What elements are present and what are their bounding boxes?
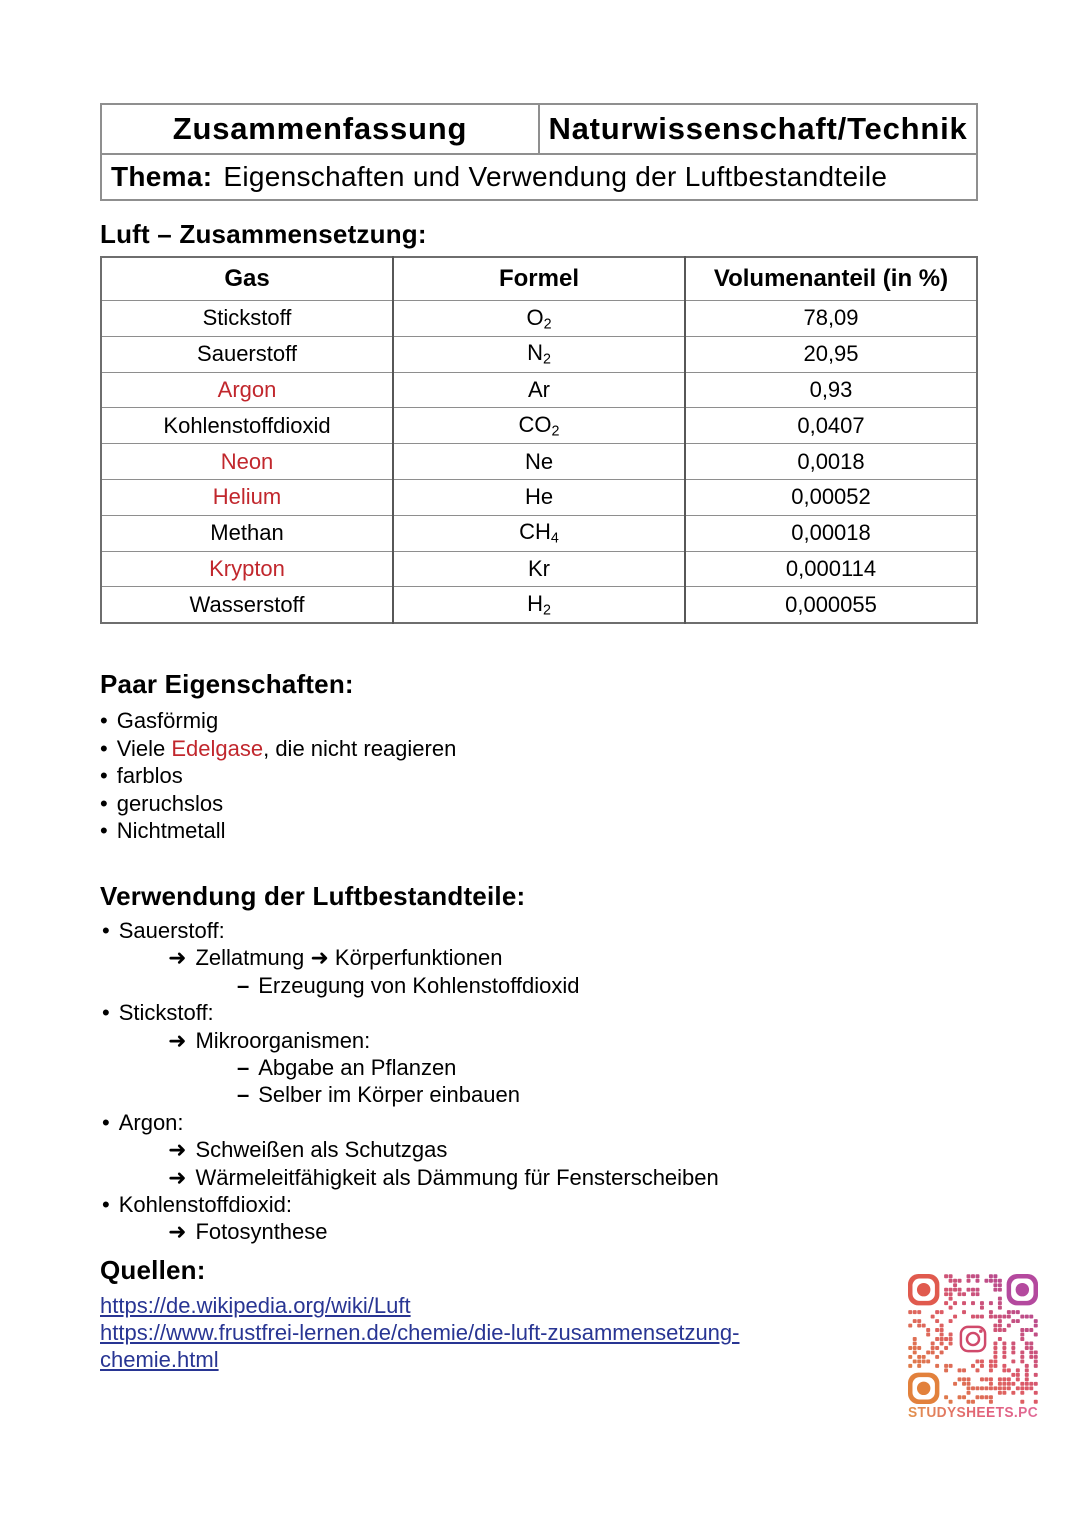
usage-line: ➜ Schweißen als Schutzgas — [168, 1137, 448, 1163]
qr-badge — [903, 1274, 1043, 1421]
share-cell: 20,95 — [685, 336, 977, 372]
property-item: • farblos — [100, 763, 183, 788]
arrow-icon: ➜ — [168, 1137, 187, 1163]
properties-heading: Paar Eigenschaften: — [100, 669, 354, 699]
property-item: • geruchslos — [100, 790, 224, 816]
usage-line: ➜ Wärmeleitfähigkeit als Dämmung für Fensterscheiben — [168, 1164, 719, 1190]
formula-cell: $CH_4$ — [393, 515, 685, 551]
qr-caption: STUDYSHEETS.PC — [907, 1405, 1039, 1421]
gas-cell: Helium — [101, 479, 393, 515]
formula-cell: $H_2$ — [393, 587, 685, 623]
formula-cell: Ar — [393, 372, 685, 408]
dash-icon: – — [237, 1082, 250, 1108]
qr-code — [904, 1274, 1042, 1404]
share-cell: 78,09 — [685, 301, 977, 337]
formula-cell: He — [393, 479, 685, 515]
arrow-icon: ➜ — [168, 1219, 187, 1245]
table-row — [101, 301, 977, 337]
dash-icon: – — [237, 972, 250, 998]
table-header-row — [101, 257, 977, 301]
property-item: • Nichtmetall — [100, 818, 226, 843]
table-row — [101, 479, 977, 515]
property-item: • Viele Edelgase, die nicht reagieren — [100, 735, 457, 761]
subject-title: Naturwissenschaft/Technik — [548, 111, 968, 146]
bullet-icon: • — [100, 735, 108, 761]
table-row — [101, 372, 977, 408]
table-row — [101, 551, 977, 587]
formula-cell: $N_2$ — [393, 336, 685, 372]
formula-cell: Kr — [393, 551, 685, 587]
share-cell: 0,0018 — [685, 444, 977, 480]
share-cell: 0,00052 — [685, 479, 977, 515]
bullet-icon: • — [102, 918, 110, 943]
thema-row — [102, 155, 976, 199]
gas-cell: Krypton — [101, 551, 393, 587]
gas-cell: Methan — [101, 515, 393, 551]
column-header-gas: Gas — [101, 257, 393, 301]
usage-line: • Argon: — [102, 1109, 184, 1135]
arrow-icon: ➜ — [168, 1027, 187, 1053]
table-row — [101, 336, 977, 372]
formula-cell: $CO_2$ — [393, 408, 685, 444]
share-cell: 0,000114 — [685, 551, 977, 587]
bullet-icon: • — [100, 708, 108, 733]
source-link[interactable]: https://www.frustfrei-lernen.de/chemie/die-luft-zusammensetzung-chemie.html — [100, 1320, 740, 1373]
composition-table-body — [101, 301, 977, 624]
column-header-formel: Formel — [393, 257, 685, 301]
table-row — [101, 408, 977, 444]
usage-line: – Abgabe an Pflanzen — [237, 1055, 457, 1081]
doc-type-title: Zusammenfassung — [102, 105, 540, 153]
formula-cell: Ne — [393, 444, 685, 480]
bullet-icon: • — [102, 1192, 110, 1218]
formula-cell: $O_2$ — [393, 301, 685, 337]
column-header-volumenanteil: Volumenanteil (in %) — [685, 257, 977, 301]
usage-line: ➜ Zellatmung ➜ Körperfunktionen — [168, 945, 503, 971]
gas-cell: Kohlenstoffdioxid — [101, 408, 393, 444]
usage-line: • Sauerstoff: — [102, 918, 225, 943]
properties-section — [100, 669, 456, 845]
usage-line: • Stickstoff: — [102, 1000, 214, 1026]
property-item: • Gasförmig — [100, 708, 219, 733]
header-title-row — [102, 105, 976, 155]
properties-list — [100, 707, 456, 845]
document-header — [100, 103, 978, 201]
thema-text: Eigenschaften und Verwendung der Luftbestandteile — [223, 161, 888, 192]
bullet-icon: • — [100, 818, 108, 843]
usage-section — [100, 881, 719, 1246]
bullet-icon: • — [100, 790, 108, 816]
composition-table — [100, 256, 978, 624]
share-cell: 0,0407 — [685, 408, 977, 444]
gas-cell: Neon — [101, 444, 393, 480]
arrow-icon: ➜ — [168, 945, 187, 971]
usage-line: ➜ Fotosynthese — [168, 1219, 328, 1245]
source-link[interactable]: https://de.wikipedia.org/wiki/Luft — [100, 1293, 411, 1318]
gas-cell: Argon — [101, 372, 393, 408]
source-link-line — [100, 1319, 800, 1373]
usage-line: ➜ Mikroorganismen: — [168, 1027, 371, 1053]
share-cell: 0,93 — [685, 372, 977, 408]
dash-icon: – — [237, 1055, 250, 1081]
table-row — [101, 515, 977, 551]
share-cell: 0,000055 — [685, 587, 977, 623]
accent-term: Edelgase — [171, 735, 264, 761]
usage-line: – Erzeugung von Kohlenstoffdioxid — [237, 972, 580, 998]
sources-heading: Quellen: — [100, 1255, 206, 1285]
share-cell: 0,00018 — [685, 515, 977, 551]
table-row — [101, 587, 977, 623]
usage-line: • Kohlenstoffdioxid: — [102, 1192, 292, 1218]
table-row — [101, 444, 977, 480]
bullet-icon: • — [102, 1109, 110, 1135]
gas-cell: Wasserstoff — [101, 587, 393, 623]
bullet-icon: • — [102, 1000, 110, 1026]
sources-links — [100, 1292, 800, 1374]
usage-heading: Verwendung der Luftbestandteile: — [100, 881, 526, 911]
sources-section — [100, 1255, 800, 1374]
thema-label: Thema: — [111, 161, 213, 192]
gas-cell: Stickstoff — [101, 301, 393, 337]
arrow-icon: ➜ — [168, 1164, 187, 1190]
usage-list — [100, 917, 719, 1246]
bullet-icon: • — [100, 763, 108, 788]
composition-heading: Luft – Zusammensetzung: — [100, 219, 427, 249]
source-link-line — [100, 1292, 800, 1319]
gas-cell: Sauerstoff — [101, 336, 393, 372]
usage-line: – Selber im Körper einbauen — [237, 1082, 520, 1108]
